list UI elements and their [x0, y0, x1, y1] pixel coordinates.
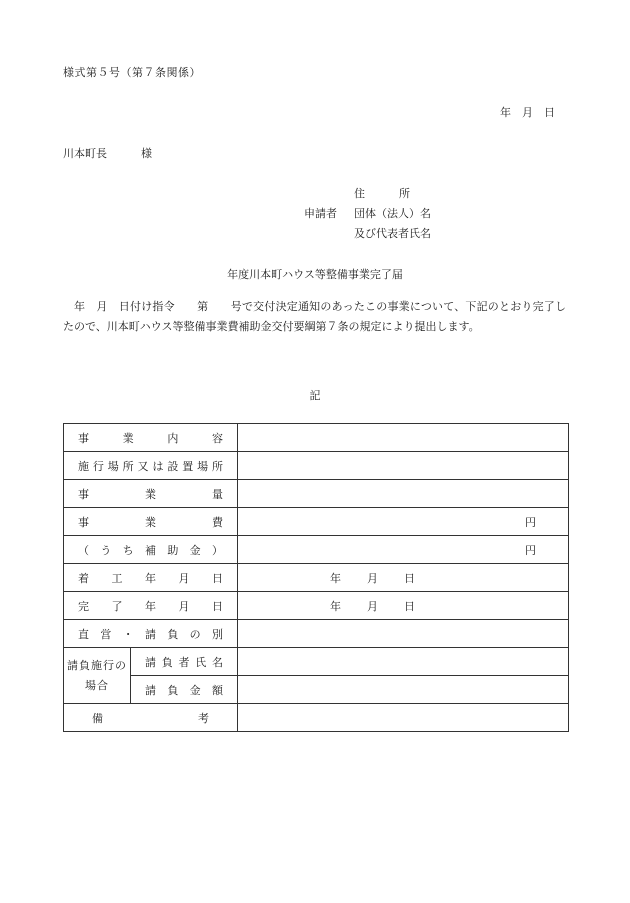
table-row — [64, 536, 569, 564]
group-name-label: 団体（法人）名 — [354, 207, 431, 220]
row-label-content: 事業内容 — [64, 424, 238, 452]
row-label-contract-amount: 請負金額 — [131, 676, 238, 704]
row-label-location: 施行場所又は設置場所 — [64, 452, 238, 480]
value-start-date — [238, 564, 569, 592]
table-row — [64, 480, 569, 508]
addressee-suffix: 様 — [141, 147, 152, 160]
value-cost-yen: 円 — [238, 508, 569, 536]
value-quantity — [238, 480, 569, 508]
row-label-end-date: 完了年月日 — [64, 592, 238, 620]
table-row — [64, 592, 569, 620]
address-label-part2: 所 — [399, 187, 410, 200]
row-label-remarks: 備考 — [64, 704, 238, 732]
date-year: 年 — [330, 599, 341, 613]
value-direct-or-contract — [238, 620, 569, 648]
value-contractor-name — [238, 648, 569, 676]
form-number: 様式第５号（第７条関係） — [63, 66, 201, 79]
addressee-name: 川本町長 — [63, 147, 107, 160]
body-text: 年 月 日付け指令 第 号で交付決定通知のあったこの事業について、下記のとおり完了したので、川本町ハウス等整備事業費補助金交付要綱第７条の規定により提出します。 — [63, 300, 566, 333]
submission-date: 年 月 日 — [500, 106, 555, 119]
applicant-label: 申請者 — [304, 207, 337, 220]
table-row — [64, 620, 569, 648]
table-row — [64, 424, 569, 452]
table-row — [64, 508, 569, 536]
row-label-contractor-name: 請負者氏名 — [131, 648, 238, 676]
table-row — [64, 564, 569, 592]
date-year: 年 — [330, 571, 341, 585]
row-label-cost: 事業費 — [64, 508, 238, 536]
value-content — [238, 424, 569, 452]
row-label-quantity: 事業量 — [64, 480, 238, 508]
table-row — [64, 452, 569, 480]
value-remarks — [238, 704, 569, 732]
row-label-direct-or-contract: 直営・請負の別 — [64, 620, 238, 648]
value-subsidy-yen: 円 — [238, 536, 569, 564]
date-month: 月 — [367, 599, 378, 613]
value-location — [238, 452, 569, 480]
address-label-part1: 住 — [354, 187, 365, 200]
date-month: 月 — [367, 571, 378, 585]
table-row — [64, 704, 569, 732]
row-label-contract-case: 請負施行の場合 — [64, 648, 131, 704]
representative-label: 及び代表者氏名 — [354, 227, 431, 240]
value-end-date — [238, 592, 569, 620]
row-label-start-date: 着工年月日 — [64, 564, 238, 592]
addressee — [63, 148, 152, 159]
date-day: 日 — [404, 571, 415, 585]
date-day: 日 — [404, 599, 415, 613]
table-row — [64, 676, 569, 704]
row-label-subsidy: （うち補助金） — [64, 536, 238, 564]
table-row — [64, 648, 569, 676]
address-label — [354, 188, 410, 199]
document-title: 年度川本町ハウス等整備事業完了届 — [227, 268, 403, 281]
detail-table — [63, 423, 569, 732]
ki-heading: 記 — [309, 389, 321, 402]
value-contract-amount — [238, 676, 569, 704]
